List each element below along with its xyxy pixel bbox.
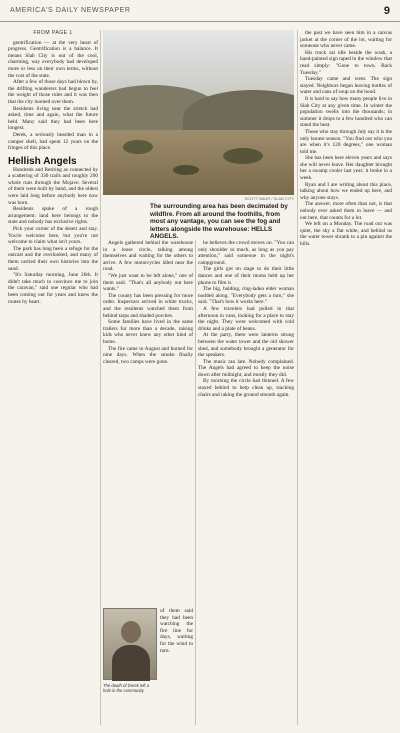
paragraph: "We just want to be left alone," one of them said. "That's all anybody out here wants." xyxy=(103,272,193,293)
page-header xyxy=(0,0,400,22)
paragraph: the past we have seen him in a canvas jacket at the corner of the lot, waiting for someone who never came. xyxy=(300,30,392,50)
column-divider xyxy=(297,30,298,725)
paragraph: Pick your corner of the desert and stay. You're welcome here, but you're not welcome to claim what isn't yours. xyxy=(8,226,98,246)
paragraph: Hundreds and Retiring as connected by a scattering of 330 trails and roughly 200 whole runs through the Mojave. Several of them were built by hand, and the oldest were laid long before anybody here now was born. xyxy=(8,166,98,206)
paragraph: It is hard to say how many people live in Slab City at any given time. In winter the population swells into the thousands; in summer it drops to a few hundred who can stand the heat. xyxy=(300,95,392,129)
article-column-1 xyxy=(8,30,98,725)
paragraph: gentrification — at the very heart of progress. Gentrification is a balance. It means Slab City is out of the cool, charming, way everybody had developed more or less on their own terms, without the cost of the state. xyxy=(8,39,98,79)
paragraph: The girls got on stage to do their little dances and one of their moms held up her phone to film it. xyxy=(198,266,294,286)
paragraph: A few travelers had pulled in that afternoon in vans, looking for a place to stay the night. They were welcomed with cold drinks and a plate of beans. xyxy=(198,305,294,332)
photo-credit: SCOTT BAUR / SLAB CITY xyxy=(244,196,294,201)
paragraph: By morning the circle had thinned. A few stayed behind to help clean up, stacking chairs and raking the ground smooth again. xyxy=(198,378,294,398)
paragraph: Angels gathered behind the warehouse in a loose circle, talking among themselves and waiting for the others to arrive. A few motorcycles idled near the road. xyxy=(103,240,193,273)
paragraph: The music ran late. Nobody complained. The Angels had agreed to keep the noise down after midnight, and mostly they did. xyxy=(198,358,294,378)
photo-scrub xyxy=(123,140,153,154)
paragraph: Derek, a seriously bearded man in a camper shell, had spent 12 years on the fringes of this place. xyxy=(8,131,98,152)
photo-scrub xyxy=(173,165,199,175)
portrait-caption: The death of Derek left a hole in the community. xyxy=(103,683,150,693)
article-column-3 xyxy=(198,240,294,725)
portrait-body xyxy=(112,645,150,681)
photo-scrub xyxy=(223,148,263,164)
paragraph: The big, balding, ring-laden elder woman nodded along. "Everybody gets a turn," she said. "That's how it works here." xyxy=(198,286,294,306)
paragraph: The county has been pressing for more order. Inspectors arrived in white trucks, and the residents watched them from behind tarps and shaded porches. xyxy=(103,292,193,319)
paragraph: The answer, more often than not, is that nobody ever asked them to leave — and out here, that counts for a lot. xyxy=(300,201,392,221)
paragraph: Some families have lived in the same trailers for more than a decade, raising kids who never knew any other kind of home. xyxy=(103,319,193,345)
article-column-2-continued: of them said they had been watching the fire line for days, waiting for the wind to turn. xyxy=(160,608,193,654)
continued-from-label: FROM PAGE 1 xyxy=(33,30,73,36)
column-divider xyxy=(100,30,101,725)
column-divider xyxy=(195,240,196,725)
portrait-photo xyxy=(103,608,157,680)
paragraph: His truck sat idle beside the wash, a hand-painted sign taped in the window that read simply: "Gone to town. Back Tuesday." xyxy=(300,49,392,76)
section-subhead: Hellish Angels xyxy=(8,155,77,167)
landscape-photo xyxy=(103,30,294,195)
portrait-head xyxy=(121,621,141,643)
article-column-4 xyxy=(300,30,392,725)
newspaper-brand: AMERICA'S DAILY NEWSPAPER xyxy=(10,7,131,14)
paragraph: Ryan and I are writing about this place, talking about how we ended up here, and why anyone stays. xyxy=(300,181,392,201)
paragraph: Those who stay through July say it is the only honest season. "You find out who you are when it's 120 degrees," one woman told me. xyxy=(300,128,392,155)
paragraph: Tuesday came and went. The sign stayed. Neighbors began leaving bottles of water and cans of soup on the hood. xyxy=(300,76,392,96)
paragraph: She has been here eleven years and says she will never leave. Her daughter brought her a swamp cooler last year; it broke in a week. xyxy=(300,155,392,182)
paragraph: Residents living near the stretch had asked, time and again, what the future held. Many said they had been here longest. xyxy=(8,105,98,132)
paragraph: he believes the crowd moves on. "You can only shoulder so much, as long as you pay attention," said someone in the night's campground. xyxy=(198,240,294,266)
photo-caption: The surrounding area has been decimated by wildfire. From all around the foothills, from most any vantage, you can see the fog and letters alongside the warehouse: HELLS ANGELS. xyxy=(150,203,288,241)
page-number: 9 xyxy=(383,4,390,17)
paragraph: "It's Saturday morning, June 26th. It didn't take much to convince me to join the caravan," said one regular who had been coming out for years and knew the routes by heart. xyxy=(8,272,98,305)
paragraph: The park has long been a refuge for the outcast and the overlooked, and many of them carried their own histories into the sand. xyxy=(8,245,98,272)
paragraph: The fire came in August and burned for nine days. When the smoke finally cleared, two camps were gone. xyxy=(103,345,193,365)
paragraph: Residents spoke of a rough arrangement: land here belongs to the state and nobody has exclusive rights. xyxy=(8,206,98,226)
paragraph: At the party, there were lanterns strung between the water tower and the old shower shed, and somebody brought a generator for the speakers. xyxy=(198,332,294,359)
paragraph: After a few of those days had blown by, the drifting wanderers had begun to feel the weight of those rules and it was then that the city loomed over them. xyxy=(8,79,98,105)
paragraph: We left on a Monday. The road out was quiet, the sky a flat white, and behind us the water tower shrank to a pin against the hills. xyxy=(300,221,392,247)
